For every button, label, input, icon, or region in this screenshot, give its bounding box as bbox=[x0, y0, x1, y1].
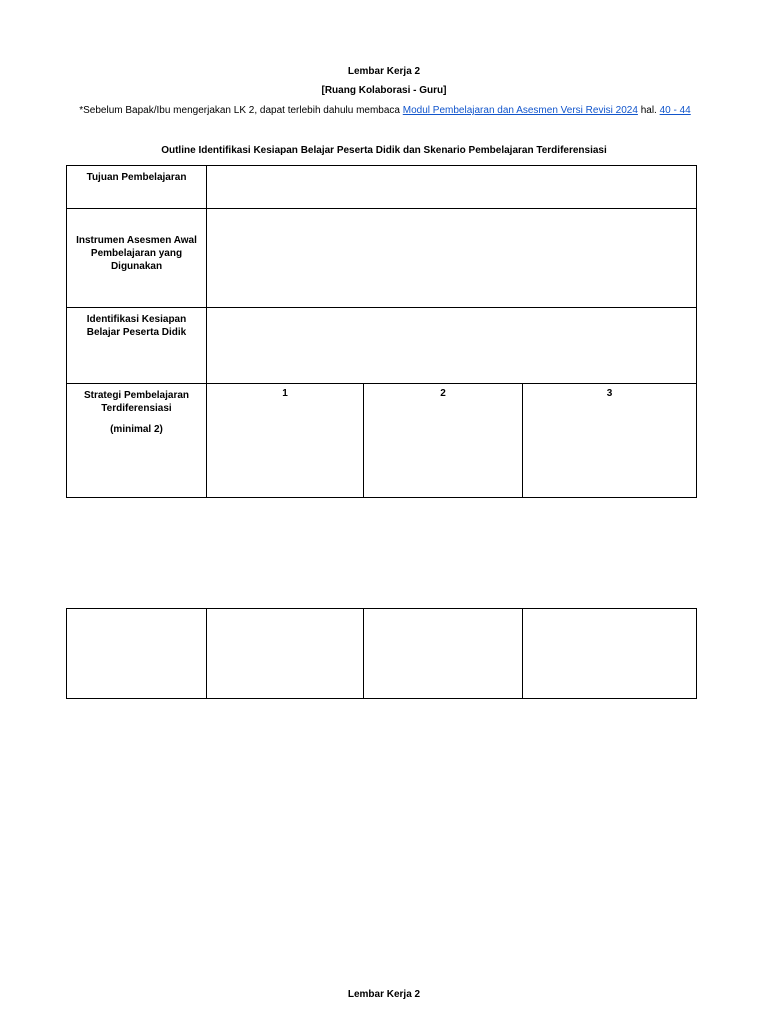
note-prefix: *Sebelum Bapak/Ibu mengerjakan LK 2, dapat terlebih dahulu membaca bbox=[79, 105, 403, 116]
row-label-tujuan: Tujuan Pembelajaran bbox=[67, 166, 207, 209]
module-link[interactable]: Modul Pembelajaran dan Asesmen Versi Revisi 2024 bbox=[402, 105, 638, 116]
note-middle: hal. bbox=[637, 105, 660, 116]
row-label-identifikasi: Identifikasi Kesiapan Belajar Peserta Didik bbox=[67, 308, 207, 384]
page-title: Lembar Kerja 2 bbox=[347, 66, 421, 77]
footer-title: Lembar Kerja 2 bbox=[347, 989, 421, 1000]
continuation-cell-3[interactable] bbox=[523, 609, 697, 699]
input-cell-instrumen[interactable] bbox=[207, 209, 697, 308]
continuation-cell-2[interactable] bbox=[364, 609, 523, 699]
strategy-column-3[interactable]: 3 bbox=[523, 384, 697, 498]
strategy-column-1[interactable]: 1 bbox=[207, 384, 364, 498]
table-row bbox=[67, 308, 697, 384]
outline-title: Outline Identifikasi Kesiapan Belajar Peserta Didik dan Skenario Pembelajaran Terdiferensiasi bbox=[161, 145, 607, 156]
continuation-cell-1[interactable] bbox=[207, 609, 364, 699]
continuation-table bbox=[66, 608, 697, 699]
table-row bbox=[67, 609, 697, 699]
table-row bbox=[67, 209, 697, 308]
strategy-column-2[interactable]: 2 bbox=[364, 384, 523, 498]
page-subtitle: [Ruang Kolaborasi - Guru] bbox=[321, 85, 447, 96]
row-label-instrumen bbox=[67, 209, 207, 308]
continuation-cell-label bbox=[67, 609, 207, 699]
table-row bbox=[67, 384, 697, 498]
row-label-strategi-text: Strategi Pembelajaran Terdiferensiasi bbox=[83, 390, 190, 414]
worksheet-table bbox=[66, 165, 697, 498]
row-label-instrumen-text: Instrumen Asesmen Awal Pembelajaran yang Digunakan bbox=[76, 235, 197, 272]
table-row bbox=[67, 166, 697, 209]
row-label-strategi-sub: (minimal 2) bbox=[110, 424, 163, 435]
input-cell-tujuan[interactable] bbox=[207, 166, 697, 209]
row-label-strategi bbox=[67, 384, 207, 498]
instruction-note bbox=[0, 105, 768, 116]
pages-link[interactable]: 40 - 44 bbox=[659, 105, 691, 116]
input-cell-identifikasi[interactable] bbox=[207, 308, 697, 384]
